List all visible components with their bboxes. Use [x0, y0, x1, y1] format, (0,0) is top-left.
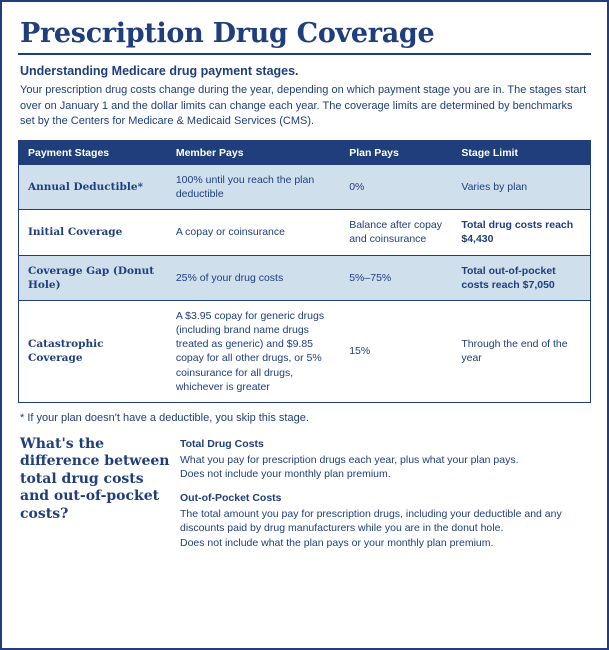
- definition-line: What you pay for prescription drugs each year, plus what your plan pays.: [180, 453, 519, 466]
- cell-stage-name: Initial Coverage: [19, 210, 167, 255]
- definition-body: [180, 507, 591, 551]
- cell-stage-name: Catastrophic Coverage: [19, 300, 167, 402]
- definition-item: [180, 437, 591, 482]
- definition-body: [180, 453, 591, 482]
- definitions-list: [180, 436, 591, 560]
- definition-line: The total amount you pay for prescription drugs, including your deductible and any discounts paid by drug manufacturers while you are in the donut hole.: [180, 507, 562, 535]
- column-header-member-pays: Member Pays: [167, 140, 340, 165]
- table-header: [19, 140, 591, 165]
- column-header-plan-pays: Plan Pays: [340, 140, 452, 165]
- cell-stage-limit: Varies by plan: [452, 165, 590, 210]
- cell-stage-limit: Through the end of the year: [452, 300, 590, 402]
- definition-line: Does not include what the plan pays or your monthly plan premium.: [180, 537, 494, 550]
- cell-member-pays: A $3.95 copay for generic drugs (including brand name drugs treated as generic) and $9.85 copay for all other drugs, or 5% coinsurance for all drugs, whichever is greater: [167, 300, 340, 402]
- column-header-stage-limit: Stage Limit: [452, 140, 590, 165]
- cell-member-pays: 100% until you reach the plan deductible: [167, 165, 340, 210]
- column-header-payment-stages: Payment Stages: [19, 140, 167, 165]
- definitions-section: [20, 436, 591, 560]
- table-footnote: * If your plan doesn't have a deductible, you skip this stage.: [20, 411, 309, 424]
- page-title: Prescription Drug Coverage: [20, 18, 435, 49]
- definition-term: Out-of-Pocket Costs: [180, 491, 282, 504]
- definitions-question: What's the difference between total drug costs and out-of-pocket costs?: [20, 435, 170, 522]
- cell-plan-pays: 5%–75%: [340, 255, 452, 300]
- table-row: [19, 255, 591, 300]
- definition-term: Total Drug Costs: [180, 437, 264, 450]
- table-row: [19, 165, 591, 210]
- payment-stages-table: [18, 140, 591, 403]
- table-body: [19, 165, 591, 403]
- cell-plan-pays: Balance after copay and coinsurance: [340, 210, 452, 255]
- intro-paragraph: Your prescription drug costs change during the year, depending on which payment stage you are in. The stages start over on January 1 and the dollar limits can change each year. The coverage limits are determined by benchmarks set by the Centers for Medicare & Medicaid Services (CMS).: [20, 84, 587, 128]
- cell-member-pays: 25% of your drug costs: [167, 255, 340, 300]
- table-header-row: [19, 140, 591, 165]
- cell-stage-limit: Total out-of-pocket costs reach $7,050: [452, 255, 590, 300]
- cell-stage-name: Annual Deductible*: [19, 165, 167, 210]
- cell-member-pays: A copay or coinsurance: [167, 210, 340, 255]
- table-row: [19, 300, 591, 402]
- cell-stage-limit: Total drug costs reach $4,430: [452, 210, 590, 255]
- definition-line: Does not include your monthly plan premium.: [180, 468, 391, 481]
- title-divider: [18, 53, 591, 55]
- cell-plan-pays: 15%: [340, 300, 452, 402]
- cell-plan-pays: 0%: [340, 165, 452, 210]
- cell-stage-name: Coverage Gap (Donut Hole): [19, 255, 167, 300]
- definition-item: [180, 491, 591, 551]
- table-row: [19, 210, 591, 255]
- section-subheading: Understanding Medicare drug payment stages.: [20, 64, 299, 78]
